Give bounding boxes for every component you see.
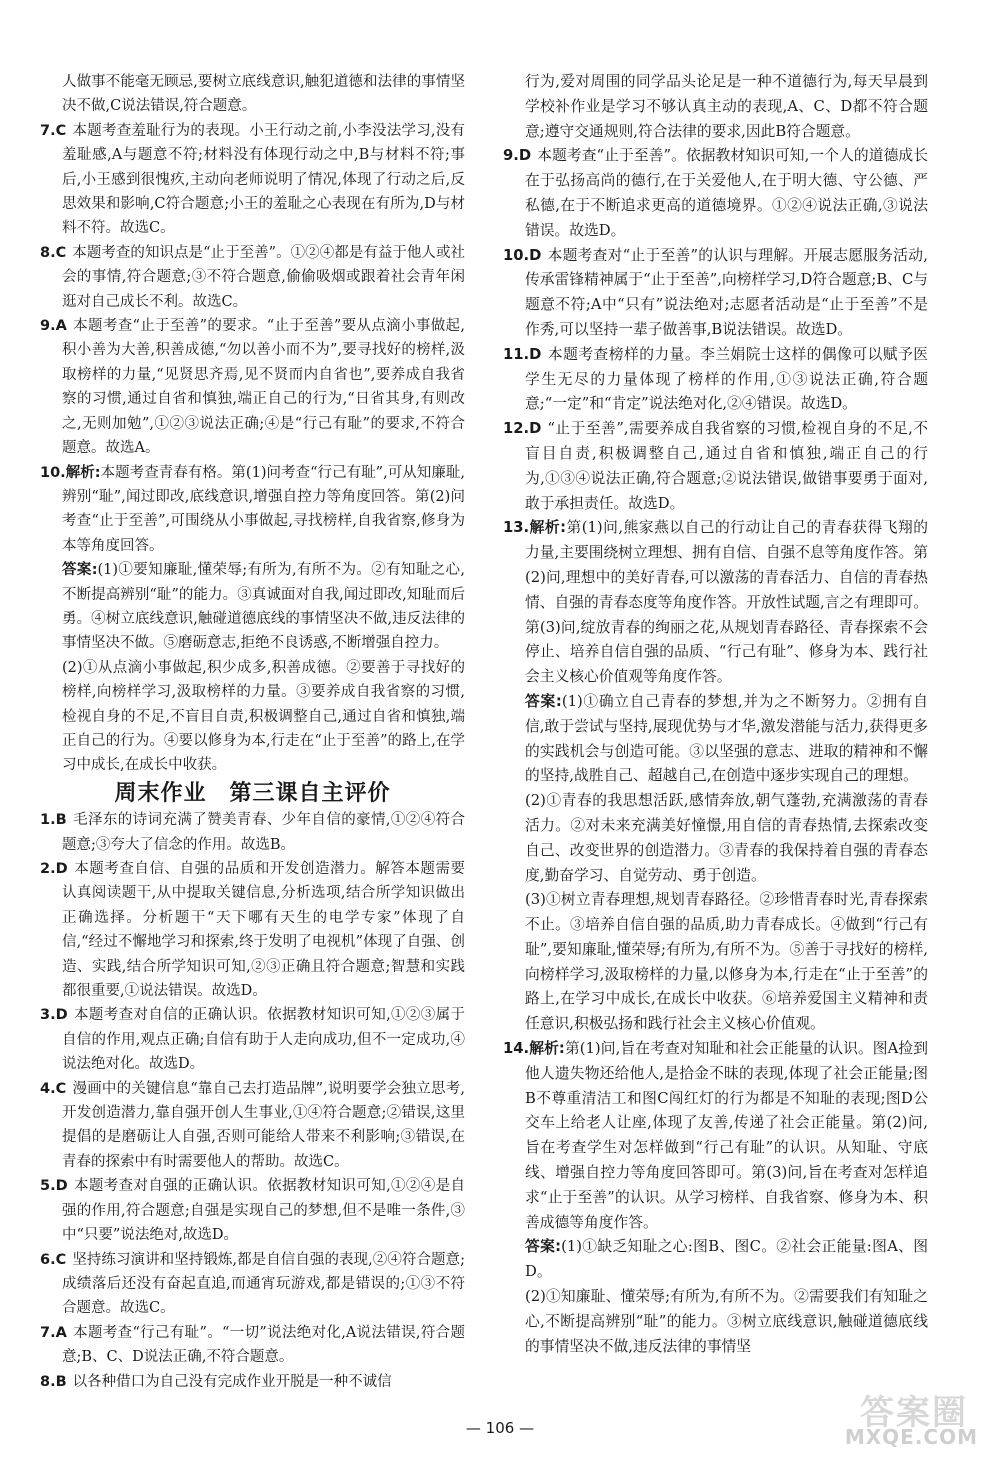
item-text: 本题考查对自信的正确认识。依据教材知识可知,①②③属于自信的作用,观点正确;自信有助于人走向成功,但不一定成功,④说法绝对化。故选D。 [62,1007,465,1073]
answer-item-5 [40,1174,465,1247]
answer-part-1: (1)①要知廉耻,懂荣辱;有所为,有所不为。②有知耻之心,不断提高辨别“耻”的能力。③真诚面对自我,闻过即改,知耻而后勇。④树立底线意识,触碰道德底线的事情坚决不做,违反法律的事情坚决不做。⑤磨砺意志,拒绝不良诱惑,不断增强自控力。 [62,562,465,652]
item-number: 9. [40,318,56,335]
answer-item-13 [503,516,928,690]
analysis-text: 第(1)问,旨在考查对知耻和社会正能量的认识。图A捡到他人遗失物还给他人,是拾金不昧的表现,体现了社会正能量;图B不尊重清洁工和图C闯红灯的行为都是不知耻的表现;图D公交车上给老人让座,体现了友善,传递了社会正能量。第(2)问,旨在考查学生对怎样做到“行己有耻”的认识。从知耻、守底线、增强自控力等角度回答即可。第(3)问,旨在考查对怎样追求“止于至善”的认识。从学习榜样、自我省察、修身为本、积善成德等角度作答。 [525,1040,929,1231]
answer-item-7 [40,119,465,241]
page-number: — 106 — [465,1419,535,1437]
item-number: 7. [40,1324,56,1341]
right-column [503,70,928,1359]
item-text: 以各种借口为自己没有完成作业开脱是一种不诚信 [72,1373,392,1390]
item-number: 12. [503,420,530,438]
item-text: 本题考查“行己有耻”。“一切”说法绝对化,A说法错误,符合题意;B、C、D说法正确,不符合题意。 [62,1324,465,1366]
answer-item-2 [40,857,465,1003]
item-answer: D [529,345,542,363]
item-text: 本题考查的知识点是“止于至善”。①②④都是有益于他人或社会的事情,符合题意;③不符合题意,偷偷吸烟或跟着社会青年闲逛对自己成长不利。故选C。 [62,244,465,310]
answer-item-4 [40,1077,465,1175]
item-text: 本题考查榜样的力量。李兰娟院士这样的偶像可以赋予医学生无尽的力量体现了榜样的作用,①③说法正确,符合题意;“一定”和“肯定”说法绝对化,②④错误。故选D。 [525,345,928,413]
answer-block-14 [503,1235,928,1285]
answer-item-r12 [503,417,928,516]
item-text: 本题考查对自强的正确认识。依据教材知识可知,①②④是自强的作用,符合题意;自强是实现自己的梦想,但不是唯一条件,③中“只要”说法绝对,故选D。 [62,1178,465,1244]
answer-label: 答案: [525,692,562,710]
item-text: 本题考查“止于至善”的要求。“止于至善”要从点滴小事做起,积小善为大善,积善成德,“勿以善小而不为”,要寻找好的榜样,汲取榜样的力量,“见贤思齐焉,见不贤而内自省也”,要养成自我省察的习惯,通过自省和慎独,端正自己的行为,“日省其身,有则改之,无则加勉”,①②③说法正确;④是“行己有耻”的要求,不符合题意。故选A。 [62,318,465,457]
item-number: 5. [40,1178,56,1195]
analysis-label: 解析: [65,464,101,481]
answer-part-2: (2)①从点滴小事做起,积少成多,积善成德。②要善于寻找好的榜样,向榜样学习,汲取榜样的力量。③要养成自我省察的习惯,检视自身的不足,不盲目自责,积极调整自己,通过自省和慎独,端正自己的行为。④要以修身为本,行走在“止于至善”的路上,在学习中成长,在成长中收获。 [62,659,465,774]
answer-item-r10 [503,244,928,343]
item-answer: C [55,244,67,261]
item-text: 本题考查自信、自强的品质和开发创造潜力。解答本题需要认真阅读题干,从中提取关键信息,分析选项,结合所学知识做出正确选择。分析题干“天下哪有天生的电学专家”体现了自信,“经过不懈地学习和探索,终于发明了电视机”体现了自强、创造、实践,结合所学知识可知,②③正确且符合题意;智慧和实践都很重要,①说法错误。故选D。 [62,861,465,1000]
item-answer: D [529,420,542,438]
item-answer: B [55,1373,67,1390]
answer-label: 答案: [62,562,98,579]
answer-label: 答案: [525,1238,562,1256]
item-text: 毛泽东的诗词充满了赞美青春、少年自信的豪情,①②④符合题意;③夸大了信念的作用。故选B。 [62,812,465,853]
site-watermark [788,1385,978,1449]
item-text: 本题考查对“止于至善”的认识与理解。开展志愿服务活动,传承雷锋精神属于“止于至善”,向榜样学习,D符合题意;B、C与题意不符;A中“只有”说法绝对;志愿者活动是“止于至善”不是作秀,可以坚持一辈子做善事,B说法错误。故选D。 [525,246,928,338]
analysis-text: 本题考查青春有格。第(1)问考查“行己有耻”,可从知廉耻,辨别“耻”,闻过即改,底线意识,增强自控力等角度回答。第(2)问考查“止于至善”,可围绕从小事做起,寻找榜样,自我省察,修身为本等角度回答。 [62,464,465,554]
item-number: 6. [40,1251,56,1268]
continuation-text: 行为,爱对周围的同学品头论足是一种不道德行为,每天早晨到学校补作业是学习不够认真主动的表现,A、C、D都不符合题意;遵守交通规则,符合法律的要求,因此B符合题意。 [525,73,928,140]
item-answer: D [55,1007,68,1024]
answer-item-7b [40,1321,465,1370]
answer-part-1: (1)①确立自己青春的梦想,并为之不断努力。②拥有自信,敢于尝试与坚持,展现优势与才华,激发潜能与活力,获得更多的实践机会与创造可能。③以坚强的意志、进取的精神和不懈的坚持,战胜自己、超越自己,在创造中逐步实现自己的理想。 [525,692,928,785]
item-number: 10. [40,464,66,481]
item-answer: A [55,318,67,335]
item-number: 13. [503,519,530,537]
item-answer: C [55,122,67,139]
watermark-logo-text: 答案圈 [860,1393,968,1433]
analysis-label: 解析: [529,1040,565,1058]
answer-item-10 [40,461,465,559]
answer-part-2: (2)①青春的我思想活跃,感情奔放,朝气蓬勃,充满激荡的青春活力。②对未来充满美好憧憬,用自信的青春热情,去探索改变自己、改变世界的创造潜力。③青春的我保持着自强的青春态度,勤奋学习、自觉劳动、勇于创造。 [525,792,928,884]
answer-part-1: (1)①缺乏知耻之心:图B、图C。②社会正能量:图A、图D。 [525,1238,929,1281]
analysis-text: 第(1)问,熊家燕以自己的行动让自己的青春获得飞翔的力量,主要围绕树立理想、拥有自信、自强不息等角度作答。第(2)问,理想中的美好青春,可以激荡的青春活力、自信的青春热情、自强的青春态度等角度作答。开放性试题,言之有理即可。第(3)问,绽放青春的绚丽之花,从规划青春路径、青春探索不会停止、培养自信自强的品质、“行己有耻”、修身为本、践行社会主义核心价值观等角度作答。 [525,519,928,686]
item-number: 3. [40,1007,56,1024]
answer-item-6 [40,1248,465,1321]
item-number: 14. [503,1040,530,1058]
answer-item-1 [40,808,465,857]
item-answer: D [529,246,542,264]
item-number: 2. [40,861,56,877]
item-answer: D [55,861,68,877]
item-text: “止于至善”,需要养成自我省察的习惯,检视自身的不足,不盲目自责,积极调整自己,通过自省和慎独,端正自己的行为,①③④说法正确,符合题意;②说法错误,做错事要勇于面对,敢于承担责任。故选D。 [525,420,928,512]
analysis-label: 解析: [529,519,567,537]
item-number: 7. [40,122,56,139]
section-title: 周末作业 第三课自主评价 [114,780,391,806]
item-number: 10. [503,246,530,264]
answer-block-13 [503,690,928,789]
item-answer: B [55,812,67,829]
answer-item-9 [40,314,465,460]
answer-part-3: (3)①树立青春理想,规划青春路径。②珍惜青春时光,青春探索不止。③培养自信自强的品质,助力青春成长。④做到“行己有耻”,要知廉耻,懂荣辱;有所为,有所不为。⑤善于寻找好的榜样,向榜样学习,汲取榜样的力量,以修身为本,行走在“止于至善”的路上,在学习中成长,在成长中收获。⑥培养爱国主义精神和责任意识,积极弘扬和践行社会主义核心价值观。 [525,891,928,1033]
intro-text: 人做事不能毫无顾忌,要树立底线意识,触犯道德和法律的事情坚决不做,C说法错误,符合题意。 [62,74,465,115]
answer-block-10 [40,558,465,656]
item-number: 8. [40,1373,56,1390]
item-text: 本题考查“止于至善”。依据教材知识可知,一个人的道德成长在于弘扬高尚的德行,在于关爱他人,在于明大德、守公德、严私德,在于不断追求更高的道德境界。①②④说法正确,③说法错误。故选D。 [525,147,928,239]
left-column [40,70,465,1394]
watermark-url: MXQE.COM [844,1425,978,1449]
answer-item-8 [40,241,465,314]
answer-item-8b [40,1370,465,1394]
answer-item-r11 [503,343,928,417]
answer-item-14 [503,1037,928,1235]
item-text: 漫画中的关键信息“靠自己去打造品牌”,说明要学会独立思考,开发创造潜力,靠自强开创人生事业,①④符合题意;②错误,这里提倡的是磨砺让人自强,否则可能给人带来不利影响;③错误,在青春的探索中有时需要他人的帮助。故选C。 [62,1080,465,1170]
answer-part-2: (2)①知廉耻、懂荣辱;有所为,有所不为。②需要我们有知耻之心,不断提高辨别“耻”的能力。③树立底线意识,触碰道德底线的事情坚决不做,违反法律的事情坚 [525,1288,928,1355]
item-text: 本题考查羞耻行为的表现。小王行动之前,小李没法学习,没有羞耻感,A与题意不符;材料没有体现行动之中,B与材料不符;事后,小王感到很愧疚,主动向老师说明了情况,体现了行动之后,反思效果和影响,C符合题意;小王的羞耻之心表现在有所为,D与材料不符。故选C。 [62,122,465,237]
item-number: 4. [40,1080,56,1097]
item-number: 8. [40,244,56,261]
item-text: 坚持练习演讲和坚持锻炼,都是自信自强的表现,②④符合题意;成绩落后还没有奋起直追,而通宵玩游戏,都是错误的;①③不符合题意。故选C。 [62,1251,465,1317]
item-number: 11. [503,345,530,363]
item-answer: A [55,1324,67,1341]
item-answer: D [518,147,532,165]
item-answer: C [55,1080,67,1097]
answer-item-r9 [503,144,928,243]
item-answer: D [55,1178,68,1195]
item-number: 9. [503,147,519,165]
item-answer: C [55,1251,67,1268]
answer-item-3 [40,1003,465,1076]
item-number: 1. [40,812,56,829]
